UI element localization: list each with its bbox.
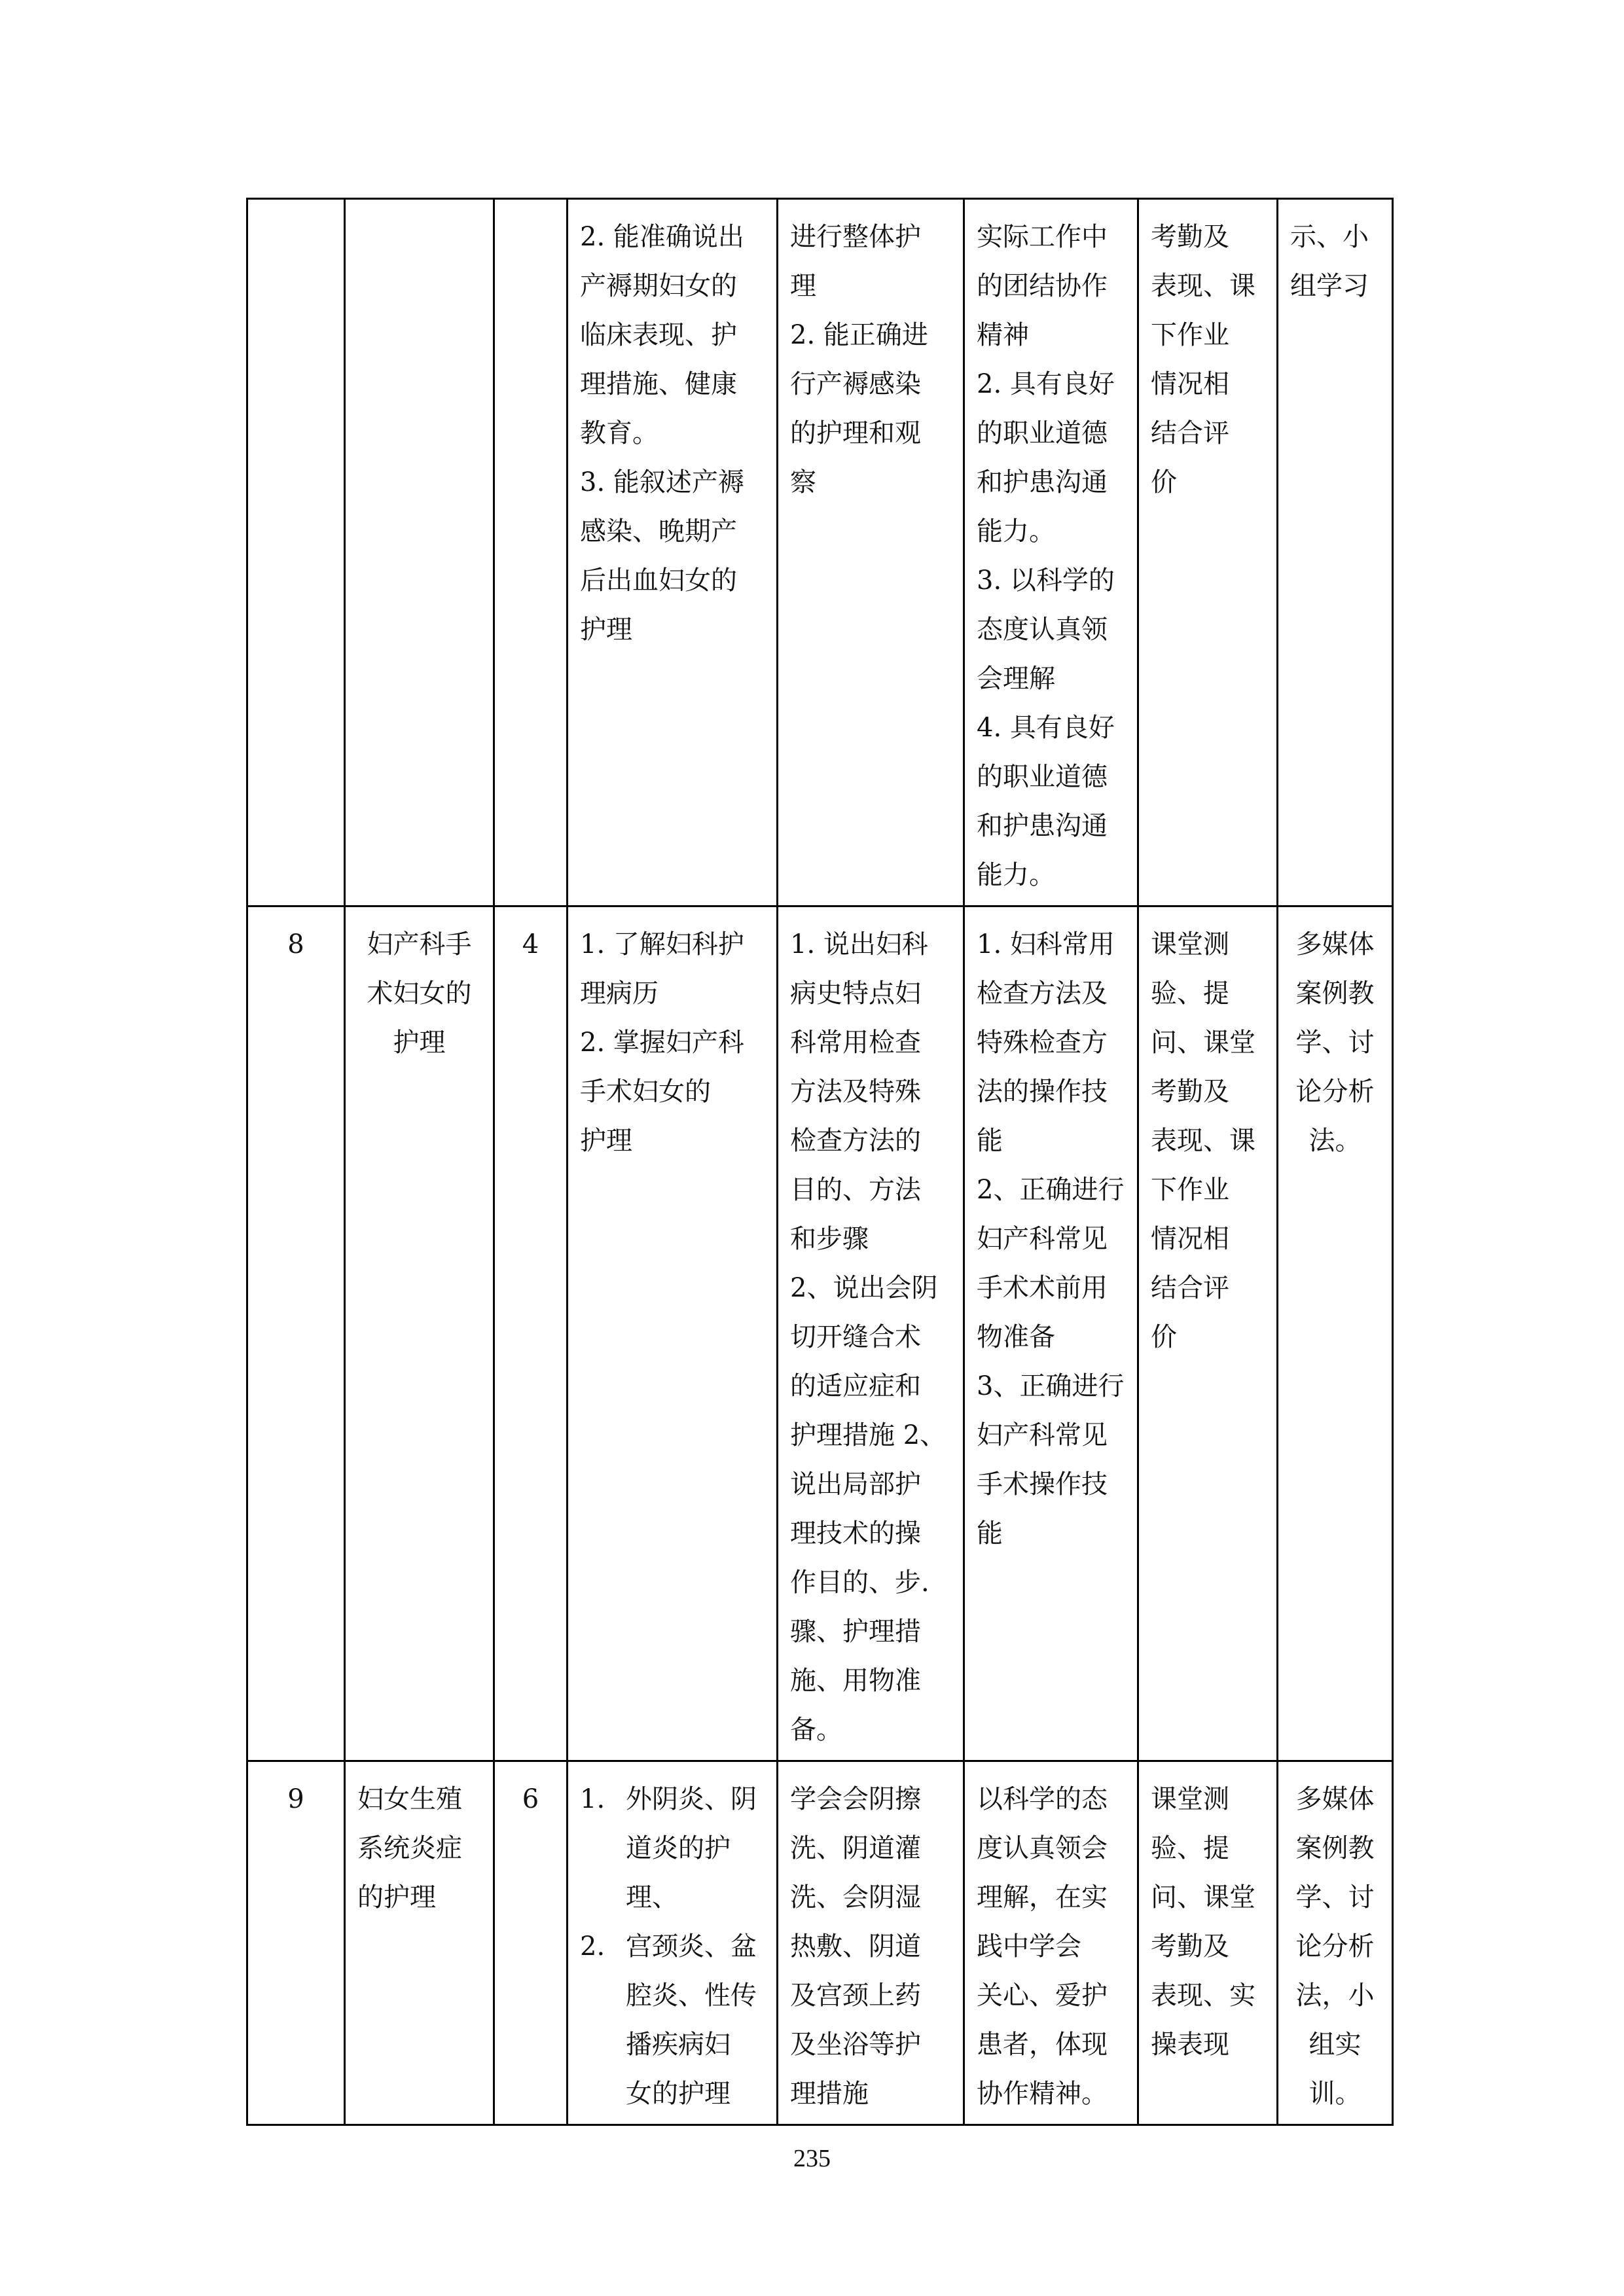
cell-text-line: 护理 <box>580 615 632 645</box>
cell-text-line: 课堂测 <box>1151 929 1229 960</box>
cell-text-line: 教育。 <box>580 418 659 448</box>
cell-text-line: 理病历 <box>580 978 659 1009</box>
cell-text-line: 案例教 <box>1295 978 1375 1009</box>
list-marker: 1. <box>580 1784 605 1814</box>
cell-text-line: 及宫颈上药 <box>790 1981 921 2011</box>
list-item-line: 女的护理 <box>626 2079 731 2109</box>
cell-hours <box>494 199 568 906</box>
cell-text-line: 验、提 <box>1151 1833 1229 1863</box>
cell-text-line: 患者，体现 <box>977 2030 1108 2060</box>
cell-topic <box>345 199 494 906</box>
cell-text-line: 下作业 <box>1151 320 1229 350</box>
hours-value: 6 <box>522 1784 539 1814</box>
cell-text-line: 考勤及 <box>1151 222 1229 252</box>
cell-text-line: 问、课堂 <box>1151 1882 1255 1912</box>
cell-hours <box>494 906 568 1761</box>
cell-text-line: 洗、阴道灌 <box>790 1833 921 1863</box>
cell-text-line: 检查方法及 <box>977 978 1108 1009</box>
cell-text-line: 的护理 <box>357 1882 436 1912</box>
cell-text-line: 护理 <box>580 1126 632 1156</box>
cell-skill <box>778 906 964 1761</box>
cell-text-line: 2. 能正确进 <box>790 320 928 350</box>
cell-assessment <box>1138 1761 1278 2125</box>
cell-text-line: 表现、课 <box>1151 271 1255 301</box>
cell-text-line: 感染、晚期产 <box>580 516 737 547</box>
cell-text-line: 关心、爱护 <box>977 1981 1108 2011</box>
cell-text-line: 3、正确进行 <box>977 1371 1125 1401</box>
cell-text-line: 学、讨 <box>1295 1882 1375 1912</box>
cell-text-line: 物准备 <box>977 1322 1055 1352</box>
cell-text-line: 切开缝合术 <box>790 1322 921 1352</box>
cell-text-line: 临床表现、护 <box>580 320 737 350</box>
cell-hours <box>494 1761 568 2125</box>
cell-text-line: 妇产科常见 <box>977 1420 1108 1450</box>
cell-text-line: 价 <box>1151 467 1177 497</box>
cell-text-line: 的团结协作 <box>977 271 1108 301</box>
cell-text-line: 的职业道德 <box>977 418 1108 448</box>
cell-text-line: 法的操作技 <box>977 1077 1108 1107</box>
cell-text-line: 会理解 <box>977 664 1055 694</box>
cell-text-line: 论分析 <box>1295 1077 1375 1107</box>
cell-text-line: 2. 能准确说出 <box>580 222 744 252</box>
cell-text-line: 热敷、阴道 <box>790 1931 921 1962</box>
cell-text-line: 情况相 <box>1151 1224 1229 1254</box>
cell-text-line: 验、提 <box>1151 978 1229 1009</box>
cell-text-line: 3. 能叙述产褥 <box>580 467 744 497</box>
cell-text-line: 1. 了解妇科护 <box>580 929 744 960</box>
cell-text-line: 法。 <box>1308 1126 1362 1156</box>
cell-text-line: 能 <box>977 1126 1003 1156</box>
cell-text-line: 妇女生殖 <box>357 1784 462 1814</box>
list-item-text: 宫颈炎、盆 <box>626 1931 757 1962</box>
list-item-line <box>580 1775 765 1824</box>
cell-knowledge <box>568 1761 778 2125</box>
cell-number <box>247 1761 345 2125</box>
cell-text-line: 手术妇女的 <box>580 1077 711 1107</box>
cell-text-line: 能 <box>977 1518 1003 1549</box>
hours-value: 4 <box>522 929 539 960</box>
cell-text-line: 目的、方法 <box>790 1175 921 1205</box>
cell-text-line: 备。 <box>790 1715 842 1745</box>
cell-text-line: 情况相 <box>1151 369 1229 399</box>
cell-text-line: 结合评 <box>1151 1273 1229 1303</box>
cell-text-line: 妇产科常见 <box>977 1224 1108 1254</box>
cell-text-line: 检查方法的 <box>790 1126 921 1156</box>
list-item-line <box>580 1922 765 1971</box>
cell-topic <box>345 906 494 1761</box>
list-item-line: 道炎的护 <box>626 1833 731 1863</box>
cell-quality <box>964 1761 1138 2125</box>
cell-text-line: 学、讨 <box>1295 1028 1375 1058</box>
cell-text-line: 价 <box>1151 1322 1177 1352</box>
cell-text-line: 察 <box>790 467 816 497</box>
cell-text-line: 术妇女的 <box>367 978 472 1009</box>
cell-number <box>247 906 345 1761</box>
list-item-line: 播疾病妇 <box>626 2030 731 2060</box>
cell-text-line: 特殊检查方 <box>977 1028 1108 1058</box>
cell-text-line: 说出局部护 <box>790 1469 921 1499</box>
cell-text-line: 1. 说出妇科 <box>790 929 928 960</box>
cell-skill <box>778 1761 964 2125</box>
cell-text-line: 理措施 <box>790 2079 869 2109</box>
list-marker: 2. <box>580 1931 605 1962</box>
cell-text-line: 理措施、健康 <box>580 369 737 399</box>
cell-text-line: 课堂测 <box>1151 1784 1229 1814</box>
list-item-line: 腔炎、性传 <box>626 1981 757 2011</box>
cell-text-line: 科常用检查 <box>790 1028 921 1058</box>
cell-text-line: 的护理和观 <box>790 418 921 448</box>
cell-text-line: 精神 <box>977 320 1029 350</box>
cell-text-line: 2、正确进行 <box>977 1175 1125 1205</box>
cell-assessment <box>1138 199 1278 906</box>
cell-text-line: 后出血妇女的 <box>580 565 737 596</box>
cell-text-line: 2. 掌握妇产科 <box>580 1028 744 1058</box>
cell-text-line: 作目的、步. <box>790 1568 929 1598</box>
cell-text-line: 操表现 <box>1151 2030 1229 2060</box>
cell-text-line: 实际工作中 <box>977 222 1108 252</box>
cell-text-line: 多媒体 <box>1295 929 1375 960</box>
cell-text-line: 理解，在实 <box>977 1882 1108 1912</box>
cell-text-line: 2. 具有良好 <box>977 369 1115 399</box>
cell-text-line: 案例教 <box>1295 1833 1375 1863</box>
cell-text-line: 的适应症和 <box>790 1371 921 1401</box>
cell-text-line: 以科学的态 <box>977 1784 1108 1814</box>
cell-text-line: 下作业 <box>1151 1175 1229 1205</box>
cell-text-line: 组学习 <box>1290 271 1369 301</box>
cell-text-line: 训。 <box>1308 2079 1362 2109</box>
cell-method <box>1278 1761 1393 2125</box>
cell-text-line: 表现、实 <box>1151 1981 1255 2011</box>
row-number: 9 <box>287 1784 304 1814</box>
cell-quality <box>964 199 1138 906</box>
list-item-line: 理、 <box>626 1882 678 1912</box>
row-number: 8 <box>287 929 304 960</box>
cell-text-line: 态度认真领 <box>977 615 1108 645</box>
cell-text-line: 妇产科手 <box>367 929 472 960</box>
cell-skill <box>778 199 964 906</box>
cell-text-line: 3. 以科学的 <box>977 565 1115 596</box>
cell-text-line: 和护患沟通 <box>977 811 1108 841</box>
cell-assessment <box>1138 906 1278 1761</box>
cell-text-line: 理技术的操 <box>790 1518 921 1549</box>
cell-quality <box>964 906 1138 1761</box>
cell-text-line: 1. 妇科常用 <box>977 929 1115 960</box>
cell-text-line: 理 <box>790 271 816 301</box>
cell-knowledge <box>568 906 778 1761</box>
cell-text-line: 组实 <box>1308 2030 1362 2060</box>
cell-text-line: 产褥期妇女的 <box>580 271 737 301</box>
table-row <box>247 1761 1393 2125</box>
cell-text-line: 和步骤 <box>790 1224 869 1254</box>
cell-topic <box>345 1761 494 2125</box>
cell-text-line: 践中学会 <box>977 1931 1081 1962</box>
cell-text-line: 考勤及 <box>1151 1931 1229 1962</box>
cell-number <box>247 199 345 906</box>
cell-text-line: 进行整体护 <box>790 222 921 252</box>
table-row <box>247 199 1393 906</box>
cell-knowledge <box>568 199 778 906</box>
curriculum-table <box>246 198 1394 2126</box>
cell-text-line: 洗、会阴湿 <box>790 1882 921 1912</box>
cell-text-line: 方法及特殊 <box>790 1077 921 1107</box>
cell-text-line: 法，小 <box>1295 1981 1375 2011</box>
cell-text-line: 护理 <box>393 1028 446 1058</box>
cell-text-line: 骤、护理措 <box>790 1617 921 1647</box>
cell-text-line: 考勤及 <box>1151 1077 1229 1107</box>
cell-text-line: 能力。 <box>977 860 1055 890</box>
cell-text-line: 学会会阴擦 <box>790 1784 921 1814</box>
cell-text-line: 问、课堂 <box>1151 1028 1255 1058</box>
cell-method <box>1278 199 1393 906</box>
cell-text-line: 2、说出会阴 <box>790 1273 938 1303</box>
cell-text-line: 多媒体 <box>1295 1784 1375 1814</box>
cell-text-line: 的职业道德 <box>977 762 1108 792</box>
cell-text-line: 行产褥感染 <box>790 369 921 399</box>
cell-text-line: 手术术前用 <box>977 1273 1108 1303</box>
cell-text-line: 论分析 <box>1295 1931 1375 1962</box>
page-number: 235 <box>793 2145 831 2172</box>
cell-text-line: 护理措施 2、 <box>790 1420 947 1450</box>
cell-method <box>1278 906 1393 1761</box>
list-item-text: 外阴炎、阴 <box>626 1784 757 1814</box>
cell-text-line: 手术操作技 <box>977 1469 1108 1499</box>
cell-text-line: 病史特点妇 <box>790 978 921 1009</box>
cell-text-line: 结合评 <box>1151 418 1229 448</box>
table-row <box>247 906 1393 1761</box>
cell-text-line: 施、用物准 <box>790 1666 921 1696</box>
cell-text-line: 协作精神。 <box>977 2079 1108 2109</box>
cell-text-line: 表现、课 <box>1151 1126 1255 1156</box>
cell-text-line: 示、小 <box>1290 222 1369 252</box>
cell-text-line: 及坐浴等护 <box>790 2030 921 2060</box>
cell-text-line: 4. 具有良好 <box>977 713 1115 743</box>
cell-text-line: 能力。 <box>977 516 1055 547</box>
cell-text-line: 和护患沟通 <box>977 467 1108 497</box>
cell-text-line: 系统炎症 <box>357 1833 462 1863</box>
cell-text-line: 度认真领会 <box>977 1833 1108 1863</box>
